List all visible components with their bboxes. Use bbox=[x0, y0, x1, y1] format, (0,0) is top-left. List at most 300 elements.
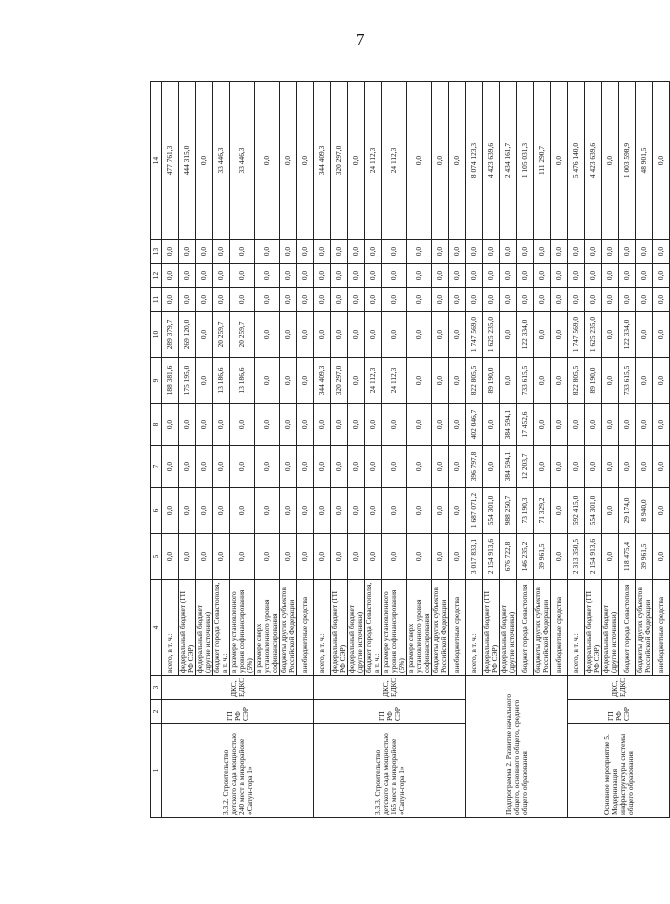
value-cell: 733 615,5 bbox=[619, 358, 636, 404]
value-cell: 0,0 bbox=[432, 534, 449, 580]
value-cell: 0,0 bbox=[255, 82, 280, 240]
value-cell: 0,0 bbox=[314, 488, 331, 534]
value-cell: 0,0 bbox=[280, 82, 297, 240]
value-cell: 71 329,2 bbox=[534, 488, 551, 534]
value-cell: 0,0 bbox=[449, 404, 466, 446]
value-cell: 0,0 bbox=[382, 534, 407, 580]
value-cell: 0,0 bbox=[551, 312, 568, 358]
value-cell: 0,0 bbox=[466, 264, 483, 288]
value-cell: 0,0 bbox=[619, 446, 636, 488]
value-cell: 0,0 bbox=[348, 446, 365, 488]
value-cell: 0,0 bbox=[297, 488, 314, 534]
value-cell: 0,0 bbox=[179, 534, 196, 580]
value-cell: 402 046,7 bbox=[466, 404, 483, 446]
value-cell: 146 235,2 bbox=[517, 534, 534, 580]
funding-source: бюджет города Севастополя bbox=[619, 580, 636, 676]
value-cell: 554 301,0 bbox=[585, 488, 602, 534]
value-cell: 118 475,4 bbox=[619, 534, 636, 580]
value-cell: 0,0 bbox=[449, 358, 466, 404]
table-body bbox=[162, 82, 670, 818]
value-cell: 0,0 bbox=[280, 358, 297, 404]
value-cell: 0,0 bbox=[432, 264, 449, 288]
block-title: 3.3.2. Строительство детского сада мощностью 240 мест в микрорайоне «Сапун-гора 1» bbox=[162, 724, 314, 818]
value-cell: 0,0 bbox=[297, 534, 314, 580]
value-cell: 0,0 bbox=[619, 404, 636, 446]
value-cell: 33 446,3 bbox=[213, 82, 230, 240]
value-cell: 0,0 bbox=[407, 288, 432, 312]
column-number-row bbox=[151, 82, 162, 818]
funding-source: в размере сверх установленного уровня софинансирования bbox=[407, 580, 432, 676]
col-header: 3 bbox=[151, 676, 162, 700]
value-cell: 477 761,3 bbox=[162, 82, 179, 240]
value-cell: 0,0 bbox=[534, 240, 551, 264]
value-cell: 24 112,3 bbox=[365, 82, 382, 240]
value-cell: 0,0 bbox=[331, 404, 348, 446]
funding-source: федеральный бюджет (ГП РФ СЭР) bbox=[483, 580, 500, 676]
funding-source: внебюджетные средства bbox=[297, 580, 314, 676]
value-cell: 0,0 bbox=[213, 488, 230, 534]
value-cell: 396 797,8 bbox=[466, 446, 483, 488]
value-cell: 0,0 bbox=[196, 534, 213, 580]
value-cell: 0,0 bbox=[331, 534, 348, 580]
value-cell: 12 203,7 bbox=[517, 446, 534, 488]
value-cell: 0,0 bbox=[331, 264, 348, 288]
value-cell: 0,0 bbox=[297, 82, 314, 240]
value-cell: 0,0 bbox=[314, 312, 331, 358]
value-cell: 384 594,1 bbox=[500, 446, 517, 488]
value-cell: 0,0 bbox=[551, 82, 568, 240]
value-cell: 1 625 235,0 bbox=[483, 312, 500, 358]
value-cell: 0,0 bbox=[382, 488, 407, 534]
value-cell: 344 409,3 bbox=[314, 82, 331, 240]
value-cell: 0,0 bbox=[255, 446, 280, 488]
value-cell: 1 747 569,0 bbox=[466, 312, 483, 358]
value-cell: 89 190,0 bbox=[585, 358, 602, 404]
value-cell: 0,0 bbox=[619, 264, 636, 288]
value-cell: 175 195,0 bbox=[179, 358, 196, 404]
value-cell: 73 190,3 bbox=[517, 488, 534, 534]
value-cell: 17 452,6 bbox=[517, 404, 534, 446]
value-cell: 592 415,0 bbox=[568, 488, 585, 534]
value-cell: 24 112,3 bbox=[382, 358, 407, 404]
value-cell: 0,0 bbox=[348, 404, 365, 446]
value-cell: 0,0 bbox=[602, 446, 619, 488]
value-cell: 0,0 bbox=[255, 264, 280, 288]
value-cell: 0,0 bbox=[653, 288, 670, 312]
value-cell: 1 003 598,9 bbox=[619, 82, 636, 240]
value-cell: 0,0 bbox=[255, 288, 280, 312]
value-cell: 0,0 bbox=[602, 534, 619, 580]
rotated-table-container bbox=[150, 82, 665, 818]
value-cell: 0,0 bbox=[196, 312, 213, 358]
value-cell: 676 722,8 bbox=[500, 534, 517, 580]
value-cell: 0,0 bbox=[314, 446, 331, 488]
value-cell: 0,0 bbox=[534, 358, 551, 404]
funding-source: бюджет города Севастополя bbox=[517, 580, 534, 676]
value-cell: 0,0 bbox=[568, 446, 585, 488]
value-cell: 1 687 071,2 bbox=[466, 488, 483, 534]
value-cell: 0,0 bbox=[432, 82, 449, 240]
value-cell: 0,0 bbox=[653, 312, 670, 358]
value-cell: 0,0 bbox=[432, 404, 449, 446]
funding-source: федеральный бюджет (другие источники) bbox=[196, 580, 213, 676]
value-cell: 0,0 bbox=[636, 240, 653, 264]
funding-source: всего, в т. ч.: bbox=[314, 580, 331, 676]
value-cell: 0,0 bbox=[348, 534, 365, 580]
value-cell: 0,0 bbox=[280, 288, 297, 312]
funding-source: федеральный бюджет (другие источники) bbox=[348, 580, 365, 676]
funding-source: в размере установленного уровня софинансирования (5%) bbox=[382, 580, 407, 676]
value-cell: 4 423 639,6 bbox=[585, 82, 602, 240]
value-cell: 122 334,0 bbox=[517, 312, 534, 358]
value-cell: 0,0 bbox=[230, 264, 255, 288]
value-cell: 0,0 bbox=[449, 288, 466, 312]
value-cell: 0,0 bbox=[297, 446, 314, 488]
value-cell: 0,0 bbox=[653, 446, 670, 488]
value-cell: 0,0 bbox=[534, 288, 551, 312]
col-header: 10 bbox=[151, 312, 162, 358]
value-cell: 0,0 bbox=[517, 240, 534, 264]
value-cell: 0,0 bbox=[585, 288, 602, 312]
value-cell: 0,0 bbox=[280, 446, 297, 488]
value-cell: 444 315,0 bbox=[179, 82, 196, 240]
value-cell: 0,0 bbox=[162, 404, 179, 446]
value-cell: 0,0 bbox=[331, 288, 348, 312]
value-cell: 0,0 bbox=[297, 312, 314, 358]
value-cell: 0,0 bbox=[432, 358, 449, 404]
funding-source: всего, в т. ч.: bbox=[162, 580, 179, 676]
value-cell: 0,0 bbox=[280, 240, 297, 264]
value-cell: 0,0 bbox=[297, 240, 314, 264]
value-cell: 0,0 bbox=[602, 312, 619, 358]
funding-source: внебюджетные средства bbox=[449, 580, 466, 676]
value-cell: 0,0 bbox=[162, 488, 179, 534]
value-cell: 0,0 bbox=[230, 240, 255, 264]
value-cell: 0,0 bbox=[255, 240, 280, 264]
col-header: 11 bbox=[151, 288, 162, 312]
value-cell: 0,0 bbox=[179, 240, 196, 264]
value-cell: 0,0 bbox=[179, 288, 196, 312]
value-cell: 0,0 bbox=[365, 488, 382, 534]
value-cell: 0,0 bbox=[653, 264, 670, 288]
funding-source: всего, в т. ч.: bbox=[568, 580, 585, 676]
value-cell: 822 805,5 bbox=[466, 358, 483, 404]
value-cell: 2 313 350,5 bbox=[568, 534, 585, 580]
funding-source: бюджет города Севастополя, в т. ч.: bbox=[213, 580, 230, 676]
value-cell: 0,0 bbox=[230, 534, 255, 580]
value-cell: 0,0 bbox=[653, 82, 670, 240]
table-row bbox=[466, 82, 483, 818]
value-cell: 0,0 bbox=[534, 446, 551, 488]
value-cell: 0,0 bbox=[382, 446, 407, 488]
value-cell: 0,0 bbox=[551, 358, 568, 404]
funding-source: федеральный бюджет (ГП РФ СЭР) bbox=[585, 580, 602, 676]
value-cell: 0,0 bbox=[382, 264, 407, 288]
value-cell: 0,0 bbox=[382, 312, 407, 358]
value-cell: 0,0 bbox=[432, 446, 449, 488]
value-cell: 0,0 bbox=[196, 82, 213, 240]
col-header: 5 bbox=[151, 534, 162, 580]
value-cell: 0,0 bbox=[348, 358, 365, 404]
value-cell: 0,0 bbox=[365, 404, 382, 446]
value-cell: 0,0 bbox=[331, 488, 348, 534]
value-cell: 0,0 bbox=[382, 288, 407, 312]
value-cell: 0,0 bbox=[636, 288, 653, 312]
value-cell: 0,0 bbox=[280, 488, 297, 534]
funding-source: бюджеты других субъектов Российской Федерации bbox=[280, 580, 297, 676]
value-cell: 0,0 bbox=[517, 264, 534, 288]
value-cell: 20 259,7 bbox=[213, 312, 230, 358]
value-cell: 0,0 bbox=[449, 534, 466, 580]
value-cell: 0,0 bbox=[466, 288, 483, 312]
value-cell: 0,0 bbox=[162, 446, 179, 488]
value-cell: 0,0 bbox=[255, 312, 280, 358]
value-cell: 1 105 031,3 bbox=[517, 82, 534, 240]
value-cell: 24 112,3 bbox=[365, 358, 382, 404]
block-program: ГП РФ СЭР bbox=[162, 700, 314, 724]
value-cell: 20 259,7 bbox=[230, 312, 255, 358]
value-cell: 0,0 bbox=[407, 446, 432, 488]
value-cell: 0,0 bbox=[196, 446, 213, 488]
value-cell: 0,0 bbox=[551, 488, 568, 534]
value-cell: 0,0 bbox=[365, 534, 382, 580]
value-cell: 0,0 bbox=[568, 288, 585, 312]
value-cell: 0,0 bbox=[551, 264, 568, 288]
value-cell: 822 805,5 bbox=[568, 358, 585, 404]
funding-source: федеральный бюджет (ГП РФ СЭР) bbox=[331, 580, 348, 676]
value-cell: 0,0 bbox=[280, 534, 297, 580]
value-cell: 0,0 bbox=[331, 240, 348, 264]
value-cell: 0,0 bbox=[331, 312, 348, 358]
col-header: 2 bbox=[151, 700, 162, 724]
value-cell: 0,0 bbox=[432, 240, 449, 264]
value-cell: 0,0 bbox=[348, 264, 365, 288]
value-cell: 0,0 bbox=[517, 288, 534, 312]
funding-source: в размере сверх установленного уровня софинансирования bbox=[255, 580, 280, 676]
value-cell: 111 290,7 bbox=[534, 82, 551, 240]
value-cell: 0,0 bbox=[213, 446, 230, 488]
value-cell: 733 615,5 bbox=[517, 358, 534, 404]
value-cell: 0,0 bbox=[314, 288, 331, 312]
value-cell: 13 186,6 bbox=[230, 358, 255, 404]
value-cell: 0,0 bbox=[432, 312, 449, 358]
funding-source: бюджеты других субъектов Российской Федерации bbox=[432, 580, 449, 676]
value-cell: 0,0 bbox=[162, 534, 179, 580]
value-cell: 0,0 bbox=[534, 312, 551, 358]
value-cell: 48 901,5 bbox=[636, 82, 653, 240]
value-cell: 0,0 bbox=[636, 404, 653, 446]
value-cell: 0,0 bbox=[602, 264, 619, 288]
funding-source: федеральный бюджет (другие источники) bbox=[602, 580, 619, 676]
page-number: 7 bbox=[356, 30, 365, 49]
value-cell: 0,0 bbox=[213, 534, 230, 580]
value-cell: 0,0 bbox=[407, 240, 432, 264]
value-cell: 0,0 bbox=[196, 488, 213, 534]
value-cell: 0,0 bbox=[407, 534, 432, 580]
value-cell: 29 174,0 bbox=[619, 488, 636, 534]
value-cell: 0,0 bbox=[653, 404, 670, 446]
value-cell: 0,0 bbox=[255, 404, 280, 446]
value-cell: 1 747 569,0 bbox=[568, 312, 585, 358]
value-cell: 0,0 bbox=[449, 264, 466, 288]
block-executor: ДКС, ЕДКС bbox=[568, 676, 670, 700]
value-cell: 39 961,5 bbox=[636, 534, 653, 580]
value-cell: 0,0 bbox=[314, 404, 331, 446]
value-cell: 0,0 bbox=[213, 404, 230, 446]
col-header: 1 bbox=[151, 724, 162, 818]
value-cell: 0,0 bbox=[449, 240, 466, 264]
value-cell: 0,0 bbox=[255, 358, 280, 404]
value-cell: 0,0 bbox=[653, 240, 670, 264]
value-cell: 0,0 bbox=[280, 264, 297, 288]
value-cell: 0,0 bbox=[483, 288, 500, 312]
value-cell: 0,0 bbox=[230, 446, 255, 488]
col-header: 14 bbox=[151, 82, 162, 240]
value-cell: 554 301,0 bbox=[483, 488, 500, 534]
value-cell: 0,0 bbox=[551, 534, 568, 580]
value-cell: 0,0 bbox=[280, 404, 297, 446]
value-cell: 0,0 bbox=[196, 358, 213, 404]
value-cell: 0,0 bbox=[348, 312, 365, 358]
value-cell: 0,0 bbox=[179, 264, 196, 288]
value-cell: 0,0 bbox=[636, 312, 653, 358]
value-cell: 0,0 bbox=[314, 240, 331, 264]
block-title: 3.3.3. Строительство детского сада мощностью 165 мест в микрорайоне «Сапун-гора 1» bbox=[314, 724, 466, 818]
value-cell: 0,0 bbox=[568, 240, 585, 264]
value-cell: 0,0 bbox=[449, 446, 466, 488]
value-cell: 0,0 bbox=[196, 404, 213, 446]
value-cell: 0,0 bbox=[619, 240, 636, 264]
value-cell: 384 594,1 bbox=[500, 404, 517, 446]
value-cell: 0,0 bbox=[534, 404, 551, 446]
value-cell: 0,0 bbox=[407, 82, 432, 240]
value-cell: 0,0 bbox=[602, 240, 619, 264]
value-cell: 0,0 bbox=[162, 288, 179, 312]
value-cell: 0,0 bbox=[483, 446, 500, 488]
value-cell: 0,0 bbox=[348, 240, 365, 264]
block-program: ГП РФ СЭР bbox=[314, 700, 466, 724]
value-cell: 0,0 bbox=[653, 358, 670, 404]
value-cell: 0,0 bbox=[568, 264, 585, 288]
col-header: 6 bbox=[151, 488, 162, 534]
value-cell: 0,0 bbox=[619, 288, 636, 312]
value-cell: 0,0 bbox=[585, 240, 602, 264]
value-cell: 0,0 bbox=[213, 240, 230, 264]
value-cell: 0,0 bbox=[407, 264, 432, 288]
value-cell: 0,0 bbox=[297, 358, 314, 404]
value-cell: 0,0 bbox=[162, 240, 179, 264]
value-cell: 2 434 161,7 bbox=[500, 82, 517, 240]
col-header: 4 bbox=[151, 580, 162, 676]
value-cell: 24 112,3 bbox=[382, 82, 407, 240]
value-cell: 0,0 bbox=[551, 446, 568, 488]
funding-source: бюджеты других субъектов Российской Федерации bbox=[636, 580, 653, 676]
value-cell: 188 381,6 bbox=[162, 358, 179, 404]
funding-source: бюджеты других субъектов Российской Федерации bbox=[534, 580, 551, 676]
value-cell: 0,0 bbox=[551, 288, 568, 312]
value-cell: 0,0 bbox=[602, 82, 619, 240]
funding-source: федеральный бюджет (другие источники) bbox=[500, 580, 517, 676]
value-cell: 0,0 bbox=[602, 488, 619, 534]
value-cell: 2 154 913,6 bbox=[483, 534, 500, 580]
value-cell: 0,0 bbox=[162, 264, 179, 288]
value-cell: 0,0 bbox=[365, 312, 382, 358]
block-executor: ДКС, ЕДКС bbox=[162, 676, 314, 700]
funding-source: в размере установленного уровня софинансирования (5%) bbox=[230, 580, 255, 676]
value-cell: 0,0 bbox=[636, 446, 653, 488]
value-cell: 0,0 bbox=[297, 404, 314, 446]
value-cell: 0,0 bbox=[297, 288, 314, 312]
value-cell: 988 250,7 bbox=[500, 488, 517, 534]
value-cell: 0,0 bbox=[449, 312, 466, 358]
value-cell: 0,0 bbox=[407, 358, 432, 404]
value-cell: 320 297,0 bbox=[331, 82, 348, 240]
value-cell: 0,0 bbox=[196, 264, 213, 288]
value-cell: 0,0 bbox=[179, 404, 196, 446]
value-cell: 13 186,6 bbox=[213, 358, 230, 404]
value-cell: 1 625 235,0 bbox=[585, 312, 602, 358]
block-title: Основное мероприятие 5. Модернизация инфраструктуры системы общего образования bbox=[568, 724, 670, 818]
value-cell: 0,0 bbox=[500, 288, 517, 312]
value-cell: 269 120,0 bbox=[179, 312, 196, 358]
col-header: 13 bbox=[151, 240, 162, 264]
table-row bbox=[162, 82, 179, 818]
col-header: 12 bbox=[151, 264, 162, 288]
budget-table bbox=[150, 81, 670, 818]
value-cell: 4 423 639,6 bbox=[483, 82, 500, 240]
funding-source: федеральный бюджет (ГП РФ СЭР) bbox=[179, 580, 196, 676]
value-cell: 0,0 bbox=[314, 264, 331, 288]
value-cell: 0,0 bbox=[585, 446, 602, 488]
value-cell: 0,0 bbox=[348, 488, 365, 534]
value-cell: 0,0 bbox=[365, 240, 382, 264]
value-cell: 0,0 bbox=[196, 240, 213, 264]
funding-source: бюджет города Севастополя, в т. ч.: bbox=[365, 580, 382, 676]
value-cell: 3 017 833,1 bbox=[466, 534, 483, 580]
block-program: ГП РФ СЭР bbox=[568, 700, 670, 724]
value-cell: 0,0 bbox=[382, 240, 407, 264]
value-cell: 0,0 bbox=[407, 404, 432, 446]
col-header: 9 bbox=[151, 358, 162, 404]
value-cell: 0,0 bbox=[407, 488, 432, 534]
value-cell: 0,0 bbox=[585, 404, 602, 446]
value-cell: 0,0 bbox=[551, 404, 568, 446]
value-cell: 122 334,0 bbox=[619, 312, 636, 358]
value-cell: 0,0 bbox=[534, 264, 551, 288]
value-cell: 0,0 bbox=[483, 264, 500, 288]
value-cell: 0,0 bbox=[365, 264, 382, 288]
value-cell: 0,0 bbox=[585, 264, 602, 288]
value-cell: 8 940,0 bbox=[636, 488, 653, 534]
value-cell: 0,0 bbox=[280, 312, 297, 358]
value-cell: 0,0 bbox=[297, 264, 314, 288]
value-cell: 0,0 bbox=[432, 288, 449, 312]
value-cell: 0,0 bbox=[213, 264, 230, 288]
value-cell: 0,0 bbox=[213, 288, 230, 312]
value-cell: 0,0 bbox=[653, 534, 670, 580]
value-cell: 0,0 bbox=[483, 404, 500, 446]
value-cell: 0,0 bbox=[602, 404, 619, 446]
value-cell: 0,0 bbox=[602, 288, 619, 312]
value-cell: 0,0 bbox=[602, 358, 619, 404]
value-cell: 0,0 bbox=[466, 240, 483, 264]
value-cell: 0,0 bbox=[483, 240, 500, 264]
value-cell: 2 154 913,6 bbox=[585, 534, 602, 580]
value-cell: 0,0 bbox=[407, 312, 432, 358]
value-cell: 0,0 bbox=[255, 488, 280, 534]
value-cell: 0,0 bbox=[314, 534, 331, 580]
value-cell: 0,0 bbox=[230, 404, 255, 446]
